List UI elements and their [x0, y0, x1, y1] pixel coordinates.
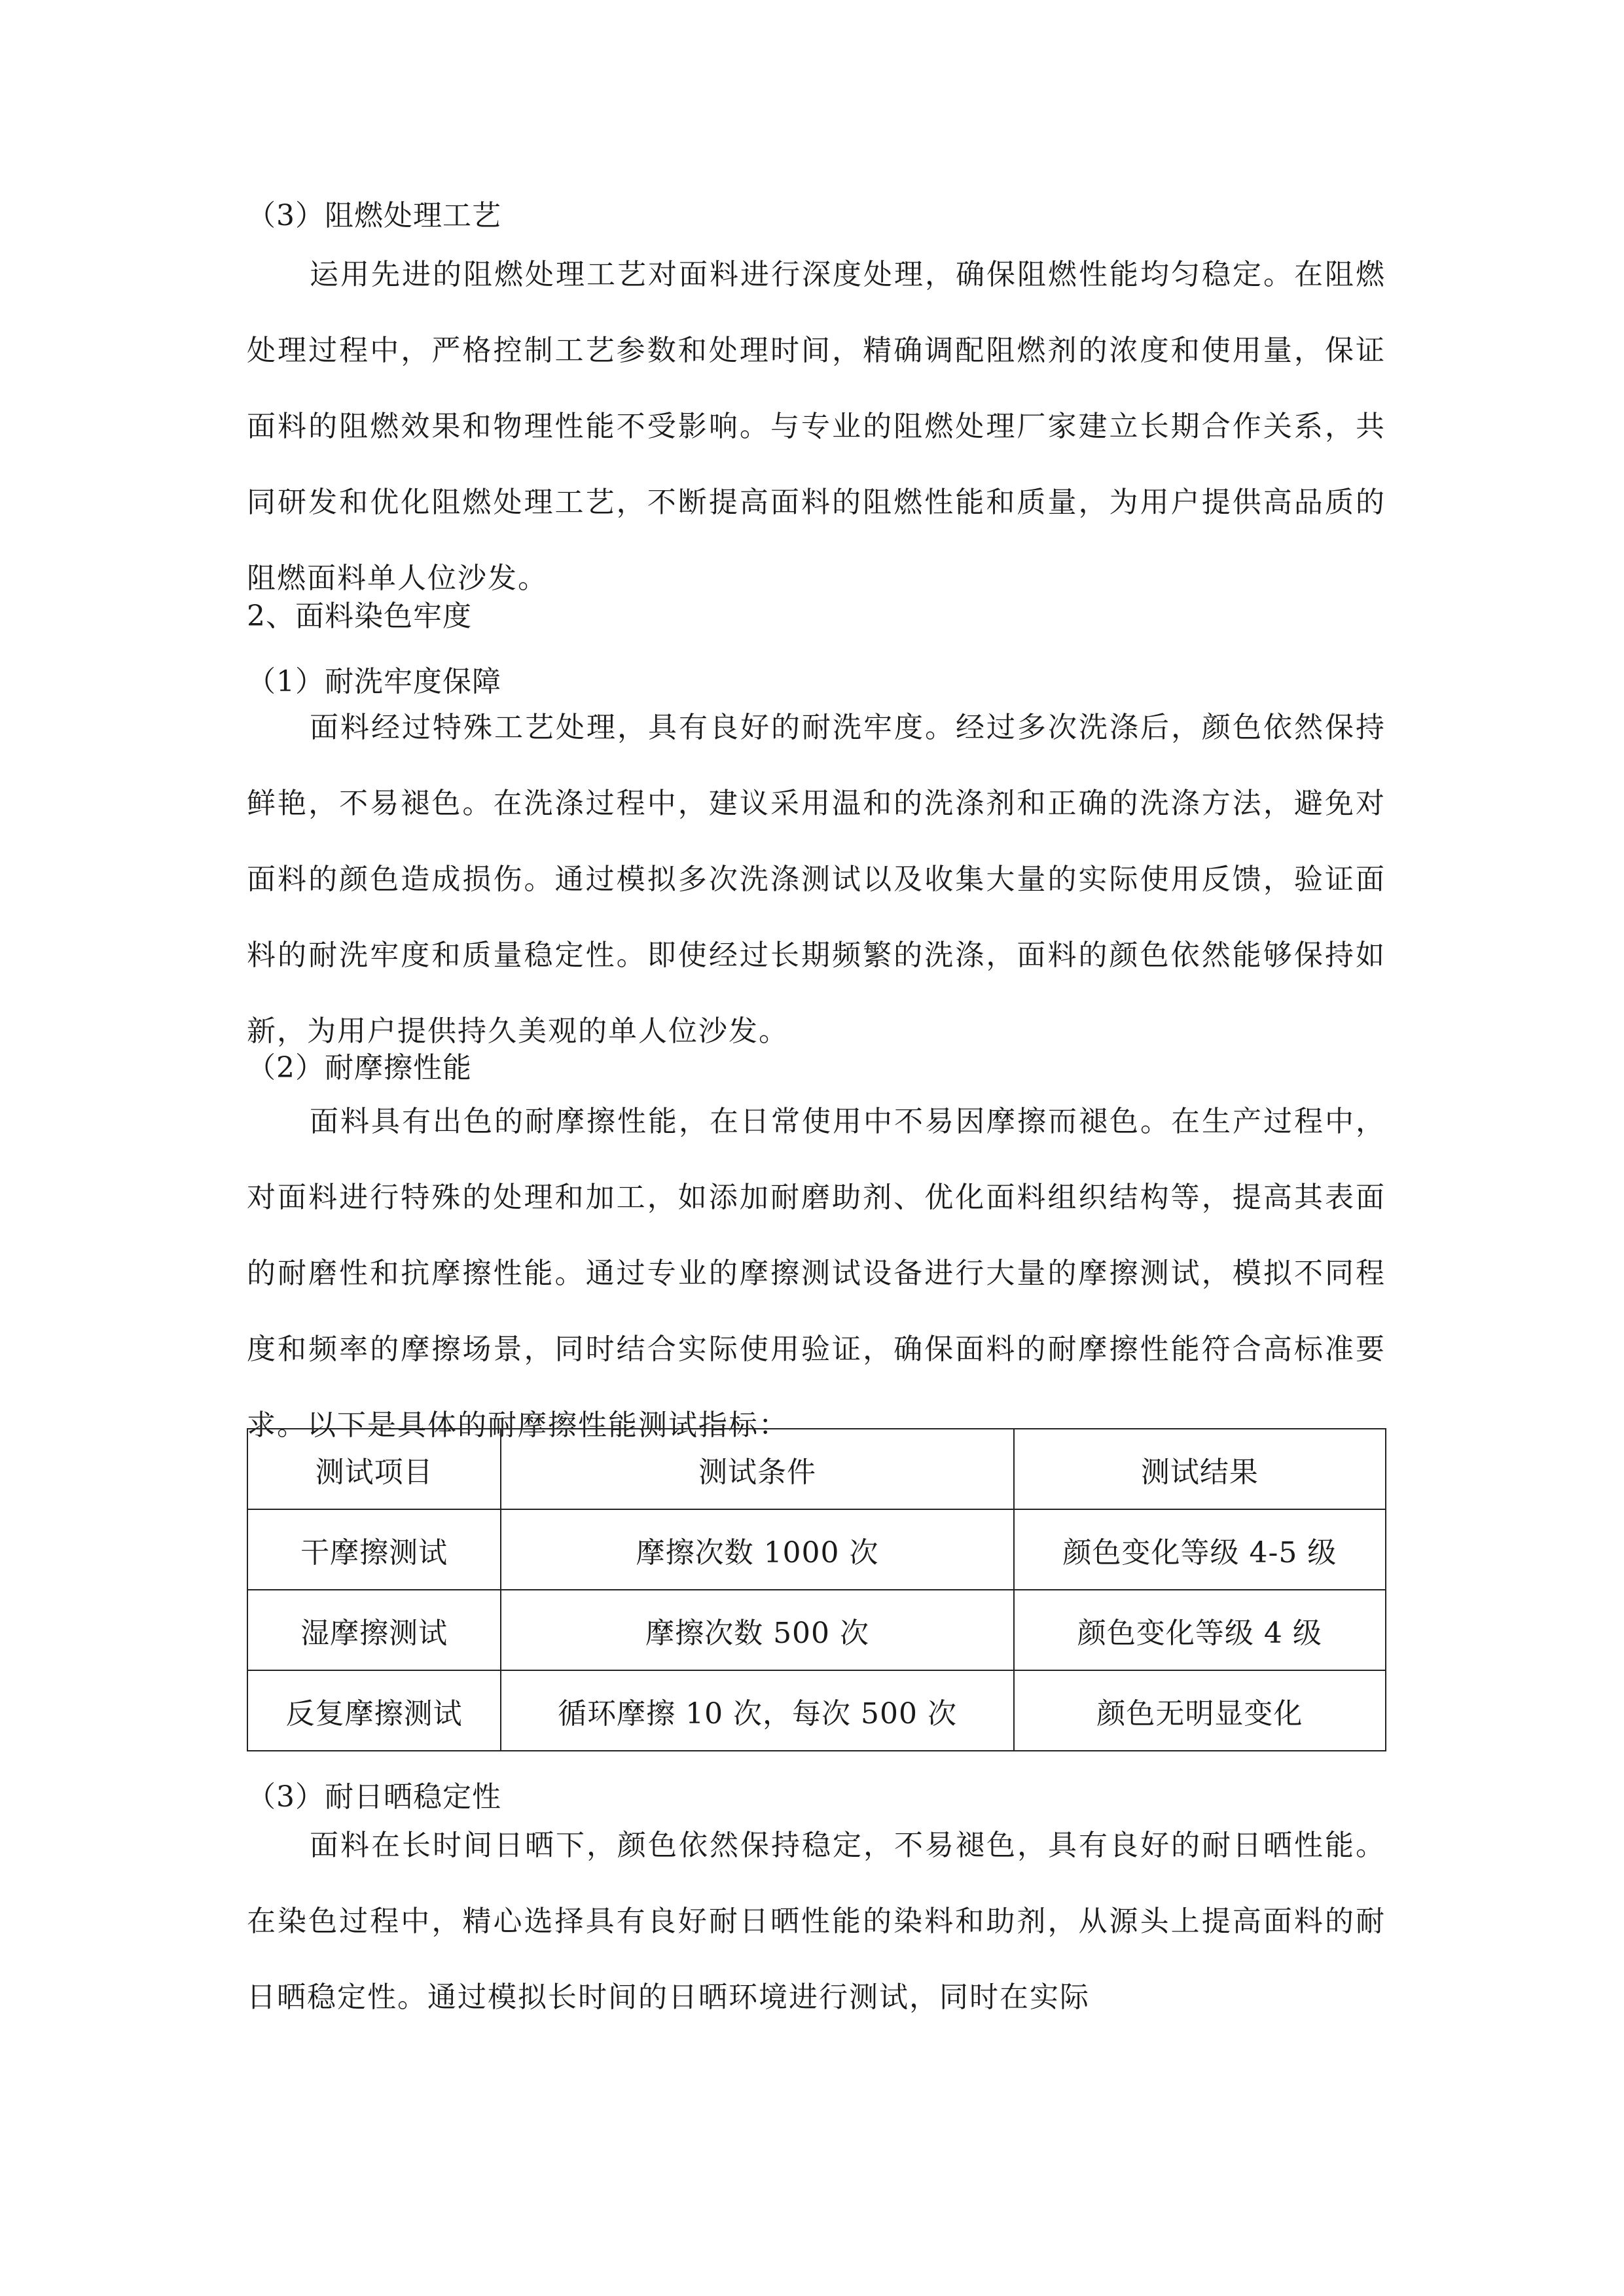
table-row	[247, 1670, 1386, 1751]
table-row	[247, 1590, 1386, 1670]
table-cell: 颜色变化等级 4-5 级	[1014, 1509, 1386, 1590]
table-header-cell: 测试结果	[1014, 1429, 1386, 1509]
table-header-cell: 测试条件	[501, 1429, 1013, 1509]
table-cell: 颜色变化等级 4 级	[1014, 1590, 1386, 1670]
subsection-2-paragraph: 面料具有出色的耐摩擦性能，在日常使用中不易因摩擦而褪色。在生产过程中，对面料进行特殊的处理和加工，如添加耐磨助剂、优化面料组织结构等，提高其表面的耐磨性和抗摩擦性能。通过专业的摩擦测试设备进行大量的摩擦测试，模拟不同程度和频率的摩擦场景，同时结合实际使用验证，确保面料的耐摩擦性能符合高标准要求。以下是具体的耐摩擦性能测试指标：	[247, 1105, 1386, 1442]
table-cell: 摩擦次数 500 次	[501, 1590, 1013, 1670]
table-cell: 湿摩擦测试	[247, 1590, 501, 1670]
chapter-2-heading: 2、面料染色牢度	[247, 600, 472, 633]
table-cell: 摩擦次数 1000 次	[501, 1509, 1013, 1590]
table-header-cell: 测试项目	[247, 1429, 501, 1509]
section-3-heading: （3）阻燃处理工艺	[247, 199, 501, 232]
table-cell: 颜色无明显变化	[1014, 1670, 1386, 1751]
table-cell: 反复摩擦测试	[247, 1670, 501, 1751]
table-row	[247, 1509, 1386, 1590]
subsection-1-paragraph: 面料经过特殊工艺处理，具有良好的耐洗牢度。经过多次洗涤后，颜色依然保持鲜艳，不易褪色。在洗涤过程中，建议采用温和的洗涤剂和正确的洗涤方法，避免对面料的颜色造成损伤。通过模拟多次洗涤测试以及收集大量的实际使用反馈，验证面料的耐洗牢度和质量稳定性。即使经过长期频繁的洗涤，面料的颜色依然能够保持如新，为用户提供持久美观的单人位沙发。	[247, 711, 1386, 1048]
subsection-2-heading: （2）耐摩擦性能	[247, 1051, 472, 1085]
section-3-paragraph: 运用先进的阻燃处理工艺对面料进行深度处理，确保阻燃性能均匀稳定。在阻燃处理过程中，严格控制工艺参数和处理时间，精确调配阻燃剂的浓度和使用量，保证面料的阻燃效果和物理性能不受影响。与专业的阻燃处理厂家建立长期合作关系，共同研发和优化阻燃处理工艺，不断提高面料的阻燃性能和质量，为用户提供高品质的阻燃面料单人位沙发。	[247, 258, 1386, 595]
subsection-3-heading: （3）耐日晒稳定性	[247, 1780, 501, 1814]
table-header-row	[247, 1429, 1386, 1509]
subsection-1-heading: （1）耐洗牢度保障	[247, 665, 501, 698]
table-cell: 干摩擦测试	[247, 1509, 501, 1590]
abrasion-test-table	[247, 1428, 1386, 1751]
subsection-3-paragraph: 面料在长时间日晒下，颜色依然保持稳定，不易褪色，具有良好的耐日晒性能。在染色过程中，精心选择具有良好耐日晒性能的染料和助剂，从源头上提高面料的耐日晒稳定性。通过模拟长时间的日晒环境进行测试，同时在实际	[247, 1829, 1386, 2014]
table-cell: 循环摩擦 10 次，每次 500 次	[501, 1670, 1013, 1751]
